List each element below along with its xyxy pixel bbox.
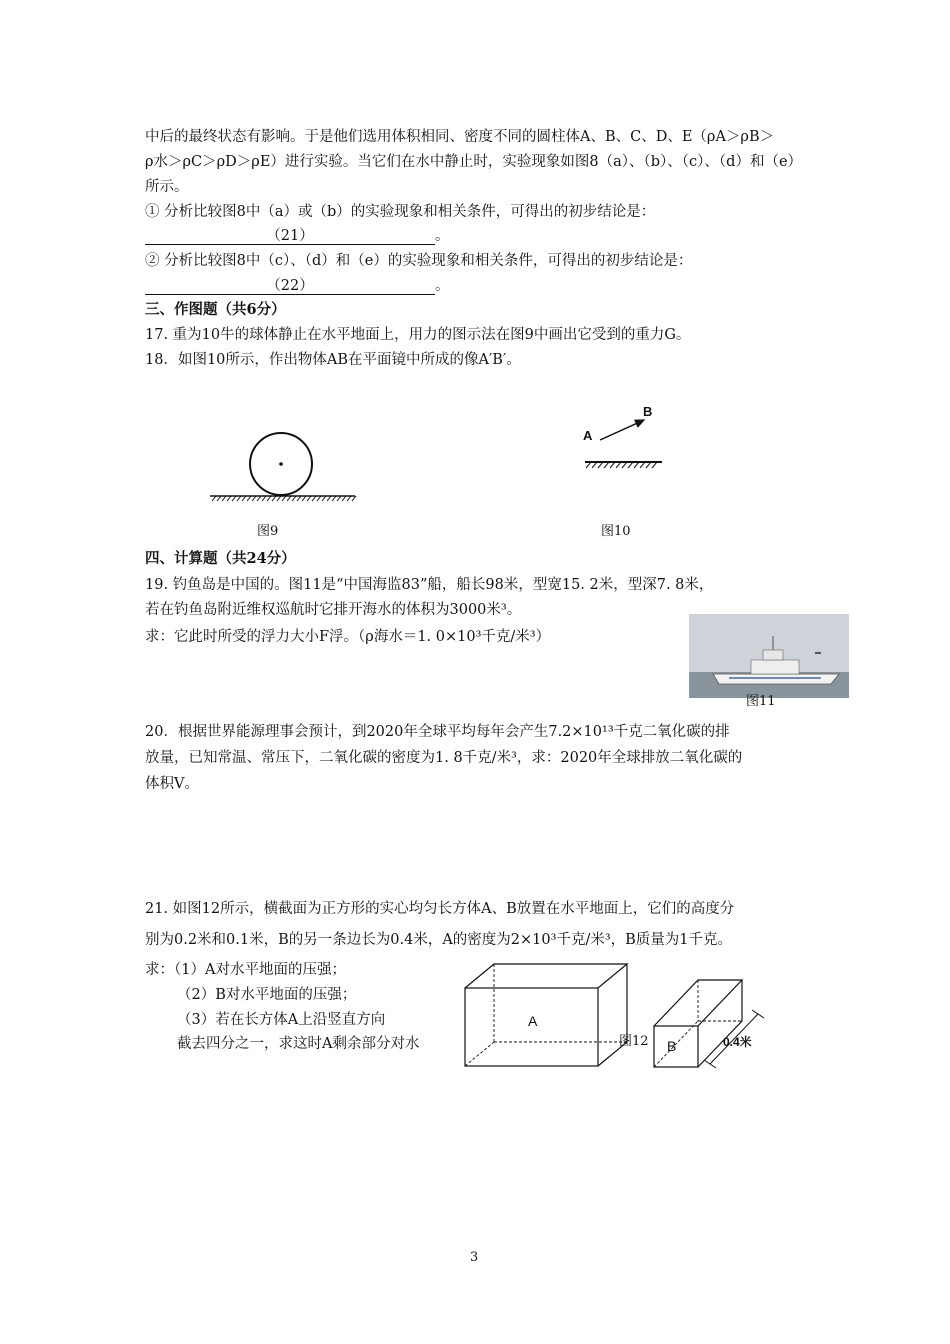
q21-sub4: 截去四分之一，求这时A剩余部分对水 — [177, 1036, 420, 1052]
q16-line1: 中后的最终状态有影响。于是他们选用体积相同、密度不同的圆柱体A、B、C、D、E（ρA＞ρB＞ — [145, 129, 775, 145]
section3-title: 三、作图题（共6分） — [145, 301, 286, 318]
q20-line3: 体积V。 — [145, 776, 199, 792]
cuboid-b-label: B — [667, 1038, 677, 1054]
q21-sub1: 求：（1）A对水平地面的压强； — [145, 962, 346, 978]
ship-hull — [713, 674, 839, 684]
page-number: 3 — [470, 1250, 479, 1265]
section4-title: 四、计算题（共24分） — [145, 550, 296, 567]
answer-blank-22[interactable]: （22） — [145, 276, 435, 295]
q21-line1: 21. 如图12所示，横截面为正方形的实心均匀长方体A、B放置在水平地面上，它们的高度分 — [145, 901, 735, 917]
q16-item2: ② 分析比较图8中（c）、（d）和（e）的实验现象和相关条件，可得出的初步结论是： — [145, 253, 693, 269]
q16-answer-line-22: （22） 。 — [145, 276, 450, 296]
cuboid-a — [465, 964, 627, 1066]
q21-sub3: （3）若在长方体A上沿竖直方向 — [177, 1012, 386, 1028]
q16-line2: ρ水＞ρC＞ρD＞ρE）进行实验。当它们在水中静止时，实验现象如图8（a）、（b）、（c）、（d）和（e） — [145, 154, 803, 170]
object-ab-arrow — [600, 420, 644, 440]
figure-11-caption: 图11 — [746, 694, 776, 709]
point-a-label: A — [583, 428, 593, 443]
q19-line2: 若在钓鱼岛附近维权巡航时它排开海水的体积为3000米³。 — [145, 602, 522, 618]
q16-item1: ① 分析比较图8中（a）或（b）的实验现象和相关条件，可得出的初步结论是： — [145, 204, 656, 220]
figure-10-caption: 图10 — [601, 524, 631, 539]
figure-12-cuboids — [460, 960, 780, 1072]
figure-10-mirror-diagram — [580, 400, 670, 475]
q20-line1: 20．根据世界能源理事会预计，到2020年全球平均每年会产生7.2×10¹³千克二氧化碳的排 — [145, 724, 730, 740]
figure-11-ship-photo — [689, 614, 849, 698]
q17-text: 17. 重为10牛的球体静止在水平地面上，用力的图示法在图9中画出它受到的重力G。 — [145, 327, 691, 343]
q19-line1: 19. 钓鱼岛是中国的。图11是“中国海监83”船，船长98米，型宽15. 2米，型深7. 8米， — [145, 577, 714, 593]
figure-12-caption: 图12 — [619, 1034, 649, 1049]
q21-sub2: （2）B对水平地面的压强； — [177, 987, 357, 1003]
cuboid-a-label: A — [528, 1013, 538, 1029]
figure-9-caption: 图9 — [257, 524, 279, 539]
ball-center — [279, 462, 283, 466]
ship-superstructure — [751, 660, 799, 674]
point-b-label: B — [643, 404, 653, 419]
q16-answer-line-21: （21） 。 — [145, 226, 450, 246]
q21-line2: 别为0.2米和0.1米，B的另一条边长为0.4米，A的密度为2×10³千克/米³，B质量为1千克。 — [145, 932, 733, 948]
figure-9-ball-diagram — [205, 425, 365, 505]
q18-text: 18．如图10所示，作出物体AB在平面镜中所成的像A′B′。 — [145, 352, 521, 368]
q20-line2: 放量，已知常温、常压下，二氧化碳的密度为1. 8千克/米³，求：2020年全球排放二氧化碳的 — [145, 750, 743, 766]
q16-line3: 所示。 — [145, 179, 189, 195]
answer-blank-21[interactable]: （21） — [145, 226, 435, 245]
q19-line3: 求：它此时所受的浮力大小F浮。（ρ海水＝1. 0×10³千克/米³） — [145, 629, 551, 645]
dimension-label: 0.4米 — [723, 1035, 752, 1049]
